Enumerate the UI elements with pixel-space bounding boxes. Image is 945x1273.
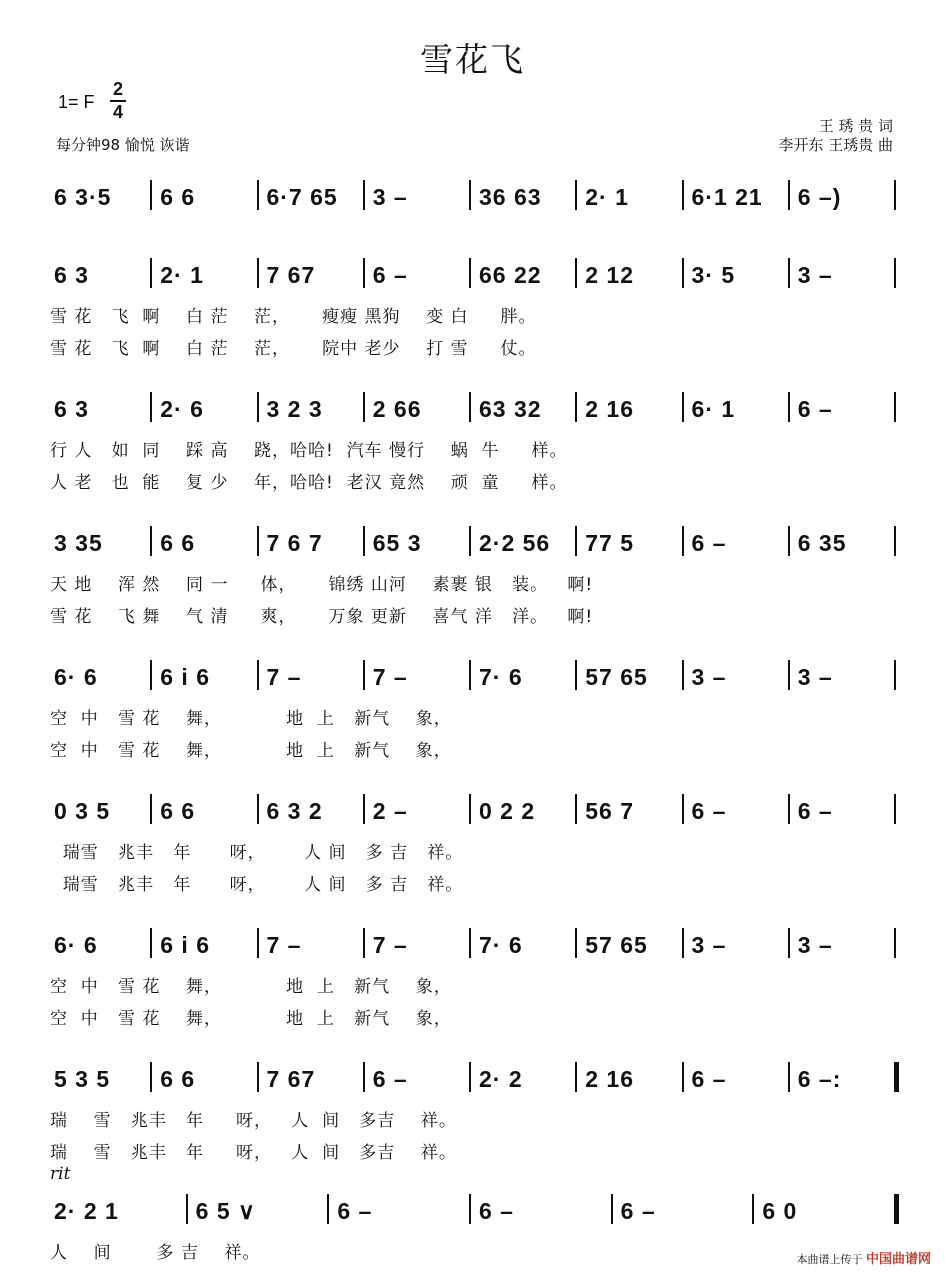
time-signature	[110, 80, 126, 122]
bar-line	[469, 258, 471, 288]
measure: 2· 2 1	[54, 1198, 119, 1224]
measure: 6 –	[797, 798, 833, 824]
ritardando-marking: rit	[50, 1164, 71, 1184]
bar-line	[469, 1062, 471, 1092]
bar-line	[575, 660, 577, 690]
bar-line	[788, 928, 790, 958]
measure: 36 63	[479, 184, 542, 210]
measure: 2·2 56	[479, 530, 551, 556]
bar-line	[257, 1062, 259, 1092]
notes-line	[48, 172, 908, 218]
bar-line	[186, 1194, 188, 1224]
measure: 7 6 7	[266, 530, 323, 556]
lyric-line-2	[48, 1004, 908, 1028]
measure: 6 0	[762, 1198, 798, 1224]
measure: 6 –	[797, 396, 833, 422]
lyric-text: 瑞 雪 兆丰 年 呀， 人 间 多吉 祥。	[50, 1143, 457, 1163]
measure: 7 –	[372, 932, 408, 958]
bar-line	[575, 794, 577, 824]
bar-line	[788, 1062, 790, 1092]
notes-line	[48, 920, 908, 966]
measure: 2· 6	[160, 396, 204, 422]
measure: 6 –	[372, 1066, 408, 1092]
bar-line	[788, 660, 790, 690]
bar-line	[363, 526, 365, 556]
measure: 3 –	[797, 932, 833, 958]
measure: 66 22	[479, 262, 542, 288]
measure: 5 3 5	[54, 1066, 111, 1092]
bar-line	[575, 258, 577, 288]
measure: 6 –	[620, 1198, 656, 1224]
bar-line	[682, 180, 684, 210]
measure: 2 66	[372, 396, 422, 422]
measure: 2 16	[585, 1066, 635, 1092]
lyric-line-2	[48, 602, 908, 626]
bar-line	[894, 928, 896, 958]
measure: 6 –	[337, 1198, 373, 1224]
measure: 2· 1	[585, 184, 629, 210]
bar-line	[469, 180, 471, 210]
measure: 63 32	[479, 396, 542, 422]
lyric-line-2	[48, 334, 908, 358]
measure: 0 2 2	[479, 798, 536, 824]
footer-prefix: 本曲谱上传于	[796, 1253, 863, 1266]
bar-line	[788, 180, 790, 210]
bar-line	[257, 180, 259, 210]
bar-line	[788, 794, 790, 824]
lyric-text: 瑞雪 兆丰 年 呀， 人 间 多 吉 祥。	[50, 875, 464, 895]
bar-line	[363, 258, 365, 288]
bar-line	[894, 660, 896, 690]
lyric-text: 瑞 雪 兆丰 年 呀， 人 间 多吉 祥。	[50, 1111, 457, 1131]
notes-line	[48, 250, 908, 296]
notes-line	[48, 518, 908, 564]
bar-line	[894, 1194, 899, 1224]
bar-line	[894, 526, 896, 556]
measure: 6 3 2	[266, 798, 323, 824]
bar-line	[257, 660, 259, 690]
measure: 6 –	[479, 1198, 514, 1224]
measure: 6 –	[691, 530, 727, 556]
bar-line	[150, 1062, 152, 1092]
bar-line	[788, 258, 790, 288]
bar-line	[363, 928, 365, 958]
measure: 3 –	[691, 664, 727, 690]
bar-line	[150, 526, 152, 556]
bar-line	[469, 1194, 471, 1224]
footer	[796, 1248, 931, 1267]
lyric-text: 空 中 雪 花 舞， 地 上 新气 象，	[50, 709, 452, 729]
measure: 7 67	[266, 1066, 316, 1092]
measure: 57 65	[585, 932, 648, 958]
measure: 3 –	[691, 932, 727, 958]
lyric-line-1	[48, 1238, 908, 1262]
lyric-text: 行 人 如 同 踩 高 跷，哈哈! 汽车 慢行 蜗 牛 样。	[50, 441, 568, 461]
key-signature: 1= F	[58, 92, 95, 112]
measure: 3· 5	[691, 262, 736, 288]
measure: 6 i 6	[160, 932, 211, 958]
bar-line	[611, 1194, 613, 1224]
measure: 3 2 3	[266, 396, 323, 422]
notes-line	[48, 384, 908, 430]
lyric-line-2	[48, 736, 908, 760]
measure: 6 –:	[797, 1066, 842, 1092]
time-signature-top: 2	[112, 79, 123, 99]
measure: 6· 1	[691, 396, 736, 422]
bar-line	[257, 526, 259, 556]
measure: 6·7 65	[266, 184, 338, 210]
measure: 6· 6	[54, 664, 98, 690]
bar-line	[469, 794, 471, 824]
measure: 6 6	[160, 798, 196, 824]
bar-line	[150, 660, 152, 690]
notes-line	[48, 1054, 908, 1100]
bar-line	[682, 526, 684, 556]
bar-line	[257, 928, 259, 958]
bar-line	[682, 392, 684, 422]
bar-line	[752, 1194, 754, 1224]
measure: 3 35	[54, 530, 103, 556]
measure: 2 12	[585, 262, 635, 288]
bar-line	[788, 392, 790, 422]
bar-line	[682, 258, 684, 288]
bar-line	[894, 794, 896, 824]
bar-line	[363, 794, 365, 824]
lyric-text: 空 中 雪 花 舞， 地 上 新气 象，	[50, 741, 452, 761]
bar-line	[575, 1062, 577, 1092]
bar-line	[894, 180, 896, 210]
measure: 6 –	[372, 262, 408, 288]
bar-line	[682, 1062, 684, 1092]
bar-line	[150, 392, 152, 422]
lyric-line-2	[48, 1138, 908, 1162]
measure: 65 3	[372, 530, 422, 556]
lyric-text: 空 中 雪 花 舞， 地 上 新气 象，	[50, 977, 452, 997]
lyric-line-1	[48, 570, 908, 594]
lyricist-credit: 王 琇 贵 词	[818, 117, 893, 135]
measure: 77 5	[585, 530, 635, 556]
measure: 2 16	[585, 396, 635, 422]
measure: 7 –	[266, 932, 302, 958]
bar-line	[894, 392, 896, 422]
measure: 2 –	[372, 798, 408, 824]
bar-line	[469, 392, 471, 422]
bar-line	[257, 392, 259, 422]
measure: 6 6	[160, 1066, 196, 1092]
bar-line	[327, 1194, 329, 1224]
lyric-text: 雪 花 飞 啊 白 茫 茫， 院中 老少 打 雪 仗。	[50, 339, 537, 359]
bar-line	[682, 928, 684, 958]
lyric-line-1	[48, 436, 908, 460]
bar-line	[150, 794, 152, 824]
lyric-text: 人 老 也 能 复 少 年，哈哈! 老汉 竟然 顽 童 样。	[50, 473, 568, 493]
measure: 6 3·5	[54, 184, 112, 210]
bar-line	[150, 258, 152, 288]
measure: 7 67	[266, 262, 316, 288]
measure: 7 –	[266, 664, 302, 690]
bar-line	[682, 794, 684, 824]
bar-line	[363, 392, 365, 422]
notes-line	[48, 652, 908, 698]
page-title: 雪花飞	[420, 40, 525, 79]
bar-line	[575, 928, 577, 958]
measure: 6· 6	[54, 932, 98, 958]
measure: 6 –)	[797, 184, 842, 210]
time-signature-bottom: 4	[112, 102, 123, 122]
bar-line	[469, 660, 471, 690]
measure: 6 –	[691, 1066, 727, 1092]
lyric-line-1	[48, 704, 908, 728]
measure: 6·1 21	[691, 184, 763, 210]
measure: 3 –	[797, 664, 833, 690]
lyric-line-1	[48, 972, 908, 996]
composer-credit: 李开东 王琇贵 曲	[778, 136, 893, 154]
measure: 2· 2	[479, 1066, 523, 1092]
bar-line	[257, 258, 259, 288]
bar-line	[575, 526, 577, 556]
lyric-line-2	[48, 870, 908, 894]
bar-line	[469, 928, 471, 958]
lyric-text: 人 间 多 吉 祥。	[50, 1243, 261, 1263]
measure: 6 35	[797, 530, 847, 556]
bar-line	[363, 180, 365, 210]
bar-line	[575, 392, 577, 422]
measure: 6 3	[54, 396, 89, 422]
measure: 6 3	[54, 262, 89, 288]
lyric-line-1	[48, 838, 908, 862]
footer-site-logo: 中国曲谱网	[865, 1252, 931, 1267]
lyric-text: 雪 花 飞 舞 气 清 爽， 万象 更新 喜气 洋 洋。 啊!	[50, 607, 594, 627]
notes-line	[48, 786, 908, 832]
lyric-text: 天 地 浑 然 同 一 体， 锦绣 山河 素裹 银 装。 啊!	[50, 575, 594, 595]
bar-line	[894, 1062, 899, 1092]
bar-line	[682, 660, 684, 690]
bar-line	[257, 794, 259, 824]
measure: 3 –	[372, 184, 408, 210]
lyric-line-1	[48, 302, 908, 326]
measure: 3 –	[797, 262, 833, 288]
bar-line	[363, 1062, 365, 1092]
measure: 7 –	[372, 664, 408, 690]
bar-line	[894, 258, 896, 288]
tempo-marking: 每分钟98 愉悦 诙谐	[56, 136, 190, 154]
lyric-text: 雪 花 飞 啊 白 茫 茫， 瘦瘦 黑狗 变 白 胖。	[50, 307, 537, 327]
measure: 6 –	[691, 798, 727, 824]
measure: 56 7	[585, 798, 635, 824]
bar-line	[150, 180, 152, 210]
measure: 6 5 ∨	[195, 1198, 256, 1224]
bar-line	[469, 526, 471, 556]
lyric-line-2	[48, 468, 908, 492]
bar-line	[150, 928, 152, 958]
lyric-text: 空 中 雪 花 舞， 地 上 新气 象，	[50, 1009, 452, 1029]
lyric-line-1	[48, 1106, 908, 1130]
bar-line	[575, 180, 577, 210]
measure: 0 3 5	[54, 798, 111, 824]
measure: 6 6	[160, 184, 196, 210]
measure: 6 6	[160, 530, 196, 556]
lyric-text: 瑞雪 兆丰 年 呀， 人 间 多 吉 祥。	[50, 843, 464, 863]
measure: 2· 1	[160, 262, 204, 288]
bar-line	[363, 660, 365, 690]
notes-line	[48, 1186, 908, 1232]
measure: 57 65	[585, 664, 648, 690]
measure: 6 i 6	[160, 664, 211, 690]
bar-line	[788, 526, 790, 556]
measure: 7· 6	[479, 664, 523, 690]
measure: 7· 6	[479, 932, 523, 958]
